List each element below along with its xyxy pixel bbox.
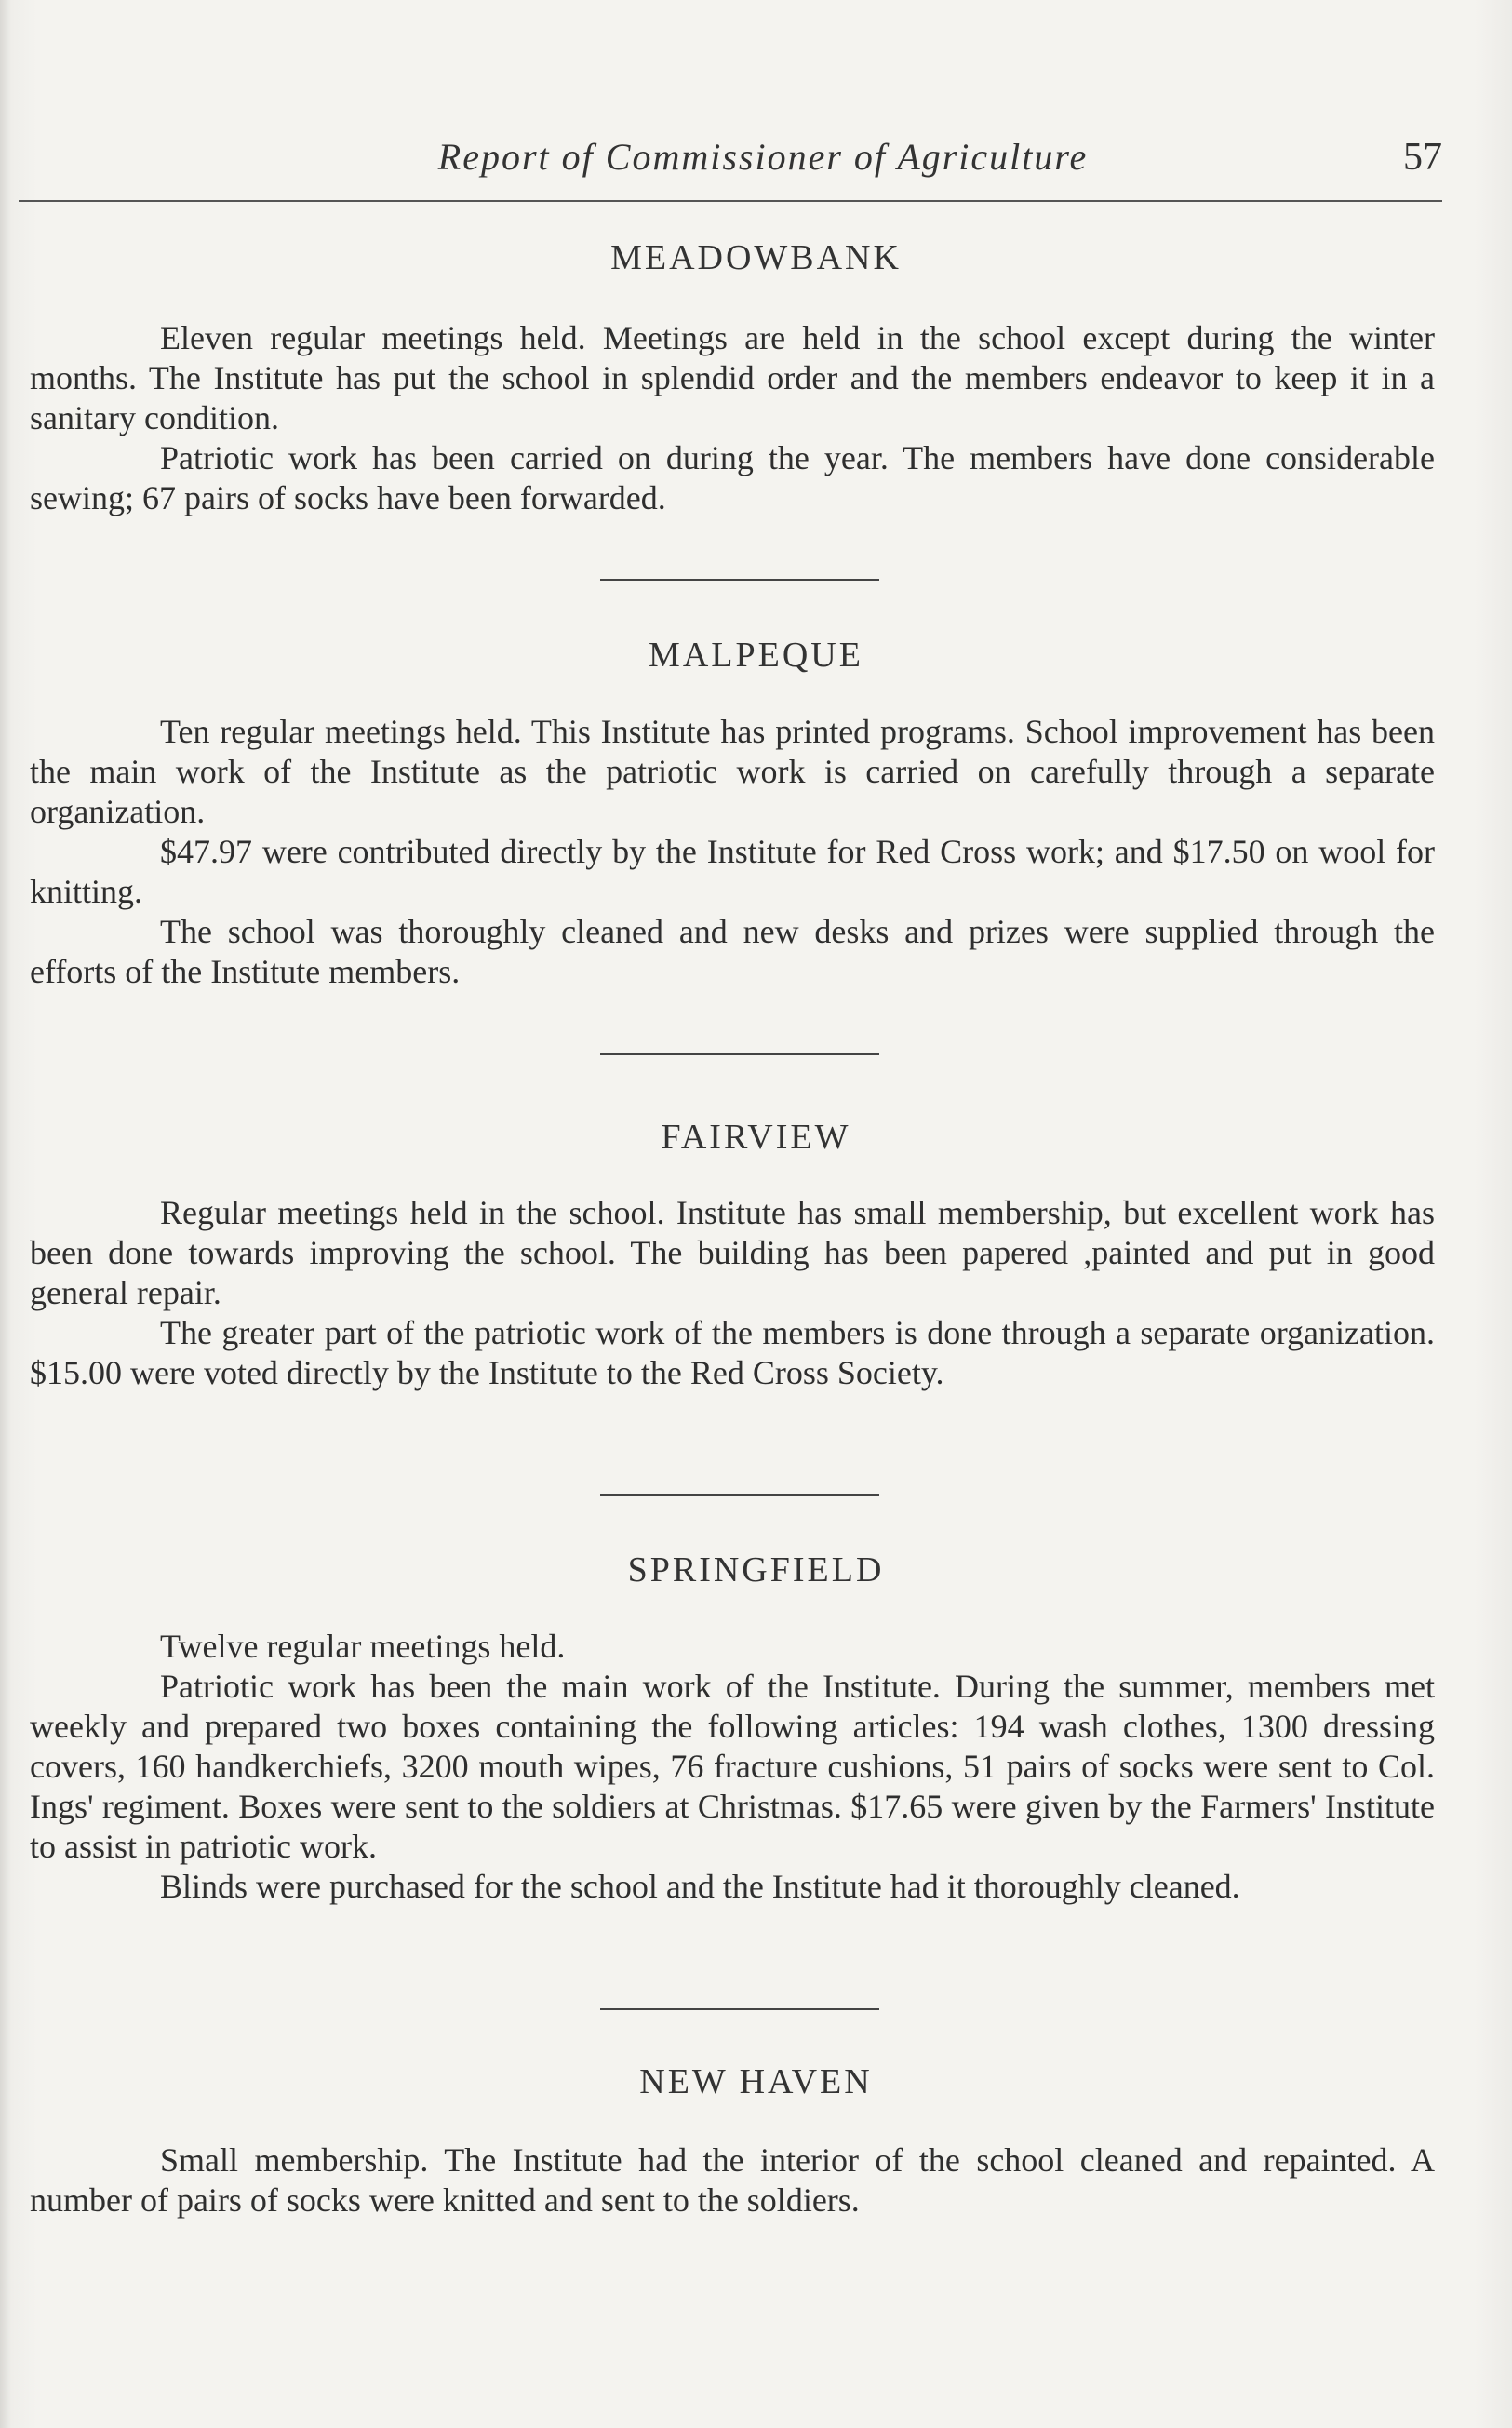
section-body-meadowbank — [30, 318, 1435, 518]
section-body-new-haven — [30, 2140, 1435, 2220]
paragraph: Blinds were purchased for the school and the Institute had it thoroughly cleaned. — [160, 1868, 1240, 1905]
section-divider — [600, 2008, 879, 2010]
section-divider — [600, 1053, 879, 1055]
paragraph: The greater part of the patriotic work of the members is done through a separate organization. $15.00 were voted directly by the Institute to the Red Cross Society. — [30, 1314, 1435, 1391]
section-body-fairview — [30, 1193, 1435, 1393]
paragraph: $47.97 were contributed directly by the Institute for Red Cross work; and $17.50 on wool for knitting. — [30, 833, 1435, 910]
page-number: 57 — [1403, 136, 1442, 179]
running-title: Report of Commissioner of Agriculture — [437, 136, 1089, 178]
section-title-new-haven: NEW HAVEN — [639, 2062, 873, 2101]
section-title-springfield: SPRINGFIELD — [627, 1550, 885, 1590]
section-divider — [600, 579, 879, 581]
paragraph: Patriotic work has been the main work of the Institute. During the summer, members met weekly and prepared two boxes containing the following articles: 194 wash clothes, 1300 dressing covers, 160 handkerchiefs, 3200 mouth wipes, 76 fracture cushions, 51 pairs of socks were sent to Col. Ings' regiment. Boxes were sent to the soldiers at Christmas. $17.65 were given by the Farmers' Institute to assist in patriotic work. — [30, 1668, 1435, 1865]
paragraph: The school was thoroughly cleaned and new desks and prizes were supplied through the efforts of the Institute members. — [30, 913, 1435, 990]
paragraph: Small membership. The Institute had the interior of the school cleaned and repainted. A number of pairs of socks were knitted and sent to the soldiers. — [30, 2141, 1435, 2219]
section-title-malpeque: MALPEQUE — [649, 636, 863, 675]
paragraph: Patriotic work has been carried on during the year. The members have done considerable sewing; 67 pairs of socks have been forwarded. — [30, 439, 1435, 516]
paragraph: Eleven regular meetings held. Meetings are held in the school except during the winter months. The Institute has put the school in splendid order and the members endeavor to keep it in a sanitary condition. — [30, 319, 1435, 436]
paragraph: Regular meetings held in the school. Institute has small membership, but excellent work has been done towards improving the school. The building has been papered ,painted and put in good general repair. — [30, 1194, 1435, 1311]
section-divider — [600, 1494, 879, 1496]
paragraph: Twelve regular meetings held. — [160, 1628, 566, 1665]
paragraph: Ten regular meetings held. This Institute has printed programs. School improvement has been the main work of the Institute as the patriotic work is carried on carefully through a separate organization. — [30, 713, 1435, 830]
running-header — [19, 135, 1442, 202]
section-body-malpeque — [30, 712, 1435, 992]
section-body-springfield — [30, 1627, 1435, 1907]
section-title-fairview: FAIRVIEW — [661, 1118, 851, 1157]
section-title-meadowbank: MEADOWBANK — [610, 238, 902, 277]
